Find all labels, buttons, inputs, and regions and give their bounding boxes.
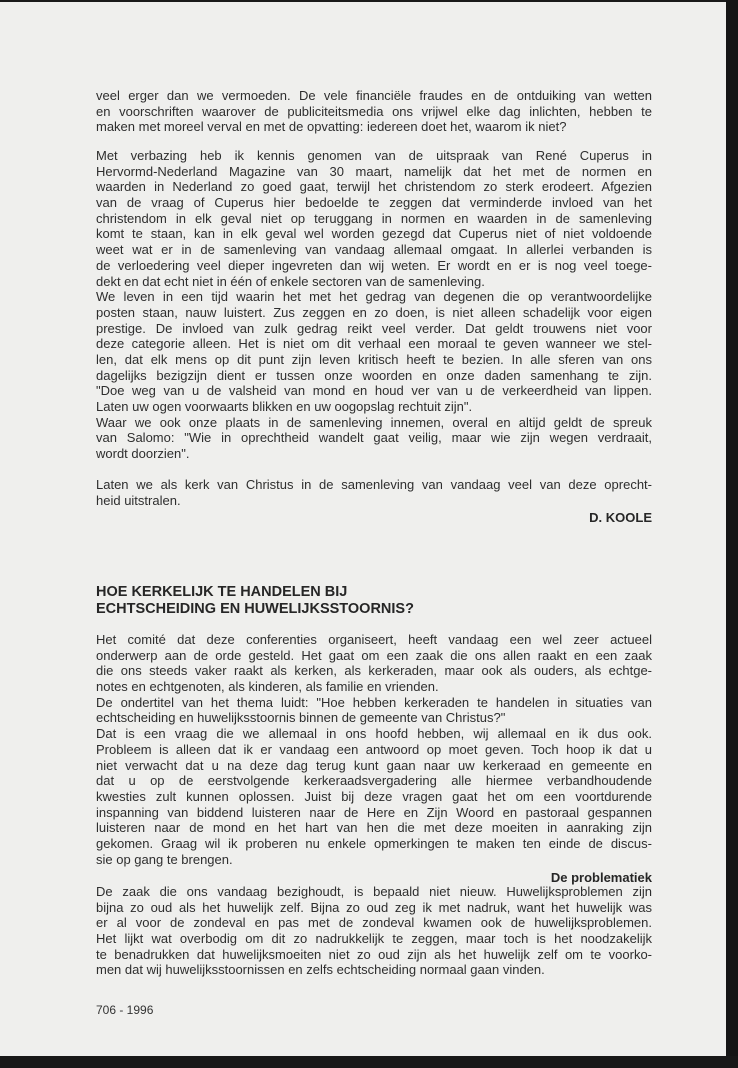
text-line: posten staan, nauw luistert. Zus zeggen en zo doen, is niet alleen schadelijk voor eigen: [96, 304, 652, 320]
text-line: Het lijkt wat overbodig om dit zo nadrukkelijk te zeggen, maar toch is het noodzakelijk: [96, 931, 652, 947]
paragraph-verbazing: [96, 148, 652, 462]
text-line: notes en echtgenoten, als kinderen, als familie en vrienden.: [96, 679, 439, 695]
text-line: Dat is een vraag die we allemaal in ons hoofd hebben, wij allemaal en ik dus ook.: [96, 726, 652, 742]
article-title-line-2: ECHTSCHEIDING EN HUWELIJKSSTOORNIS?: [96, 600, 414, 617]
text-line: Het comité dat deze conferenties organiseert, heeft vandaag een wel zeer actueel: [96, 632, 652, 647]
text-line: van de vraag of Cuperus hier bedoelde te zeggen dat verminderde invloed van het: [96, 195, 652, 211]
text-line: maken met moreel verval en met de opvatting: iedereen doet het, waarom ik niet?: [96, 119, 567, 135]
text-line: heid uitstralen.: [96, 492, 181, 508]
text-line: kwesties zult kunnen oplossen. Juist bij deze vragen gaat het om een voortdurende: [96, 788, 652, 804]
text-line: er al voor de zondeval en pas met de zondeval kwamen ook de huwelijksproblemen.: [96, 915, 652, 931]
text-line: van Salomo: "Wie in oprechtheid wandelt gaat veilig, maar wie zijn wegen verdraait,: [96, 430, 652, 446]
text-line: "Doe weg van u de valsheid van mond en houd ver van u de verkeerdheid van lippen.: [96, 383, 652, 399]
text-line: deze categorie alleen. Het is niet om dit verhaal een moraal te geven wanneer we stel-: [96, 336, 652, 352]
text-line: dekt en dat echt niet in één of enkele sectoren van de samenleving.: [96, 273, 485, 289]
paragraph-problematiek: [96, 884, 652, 978]
text-line: luisteren naar de mond en het hart van hen die met deze moeiten in aanraking zijn: [96, 820, 652, 836]
text-line: christendom in elk geval niet op teruggang in normen en waarden in de samenleving: [96, 210, 652, 226]
text-line: dat u op de eerstvolgende kerkeraadsvergadering alle hiermee verbandhoudende: [96, 773, 652, 789]
text-line: die ons steeds vaker raakt als kerken, als kerkeraden, maar ook als ouders, als echtge-: [96, 663, 652, 679]
text-line: veel erger dan we vermoeden. De vele financiële fraudes en de ontduiking van wetten: [96, 88, 652, 103]
text-line: wordt doorzien".: [96, 446, 190, 462]
text-line: men dat wij huwelijksstoornissen en zelfs echtscheiding normaal gaan vinden.: [96, 962, 545, 978]
text-line: bijna zo oud als het huwelijk zelf. Bijna zo oud zeg ik met nadruk, want het huwelijk was: [96, 899, 652, 915]
text-line: onderwerp aan de orde gesteld. Het gaat om een zaak die ons allen raakt en een zaak: [96, 647, 652, 663]
text-line: We leven in een tijd waarin het met het gedrag van degenen die op verantwoordelijke: [96, 289, 652, 305]
text-line: Laten we als kerk van Christus in de samenleving van vandaag veel van deze oprecht-: [96, 477, 652, 492]
text-line: De ondertitel van het thema luidt: "Hoe hebben kerkeraden te handelen in situaties van: [96, 694, 652, 710]
text-line: te benadrukken dat huwelijksmoeiten niet zo oud zijn als het huwelijk zelf om te voorko-: [96, 946, 652, 962]
text-line: en voorschriften waarover de publiciteitsmedia ons vrijwel elke dag inlichten, hebben te: [96, 103, 652, 119]
text-line: De zaak die ons vandaag bezighoudt, is bepaald niet nieuw. Huwelijksproblemen zijn: [96, 884, 652, 899]
author-signature: D. KOOLE: [589, 510, 652, 525]
text-line: inspanning van biddend luisteren naar de Here en Zijn Woord en pastoraal gespannen: [96, 804, 652, 820]
text-line: sie op gang te brengen.: [96, 851, 233, 867]
text-line: Waar we ook onze plaats in de samenleving innemen, overal en altijd geldt de spreuk: [96, 414, 652, 430]
text-line: Probleem is alleen dat ik er vandaag een antwoord op moet geven. Toch hoop ik dat u: [96, 741, 652, 757]
text-line: weet wat er in de samenleving van vandaag allemaal omgaat. In allerlei verbanden is: [96, 242, 652, 258]
paragraph-closing: [96, 477, 652, 508]
page-number: 706 - 1996: [96, 1003, 154, 1017]
article-title: [96, 584, 414, 617]
text-line: niet verwacht dat u na deze dag terug kunt gaan naar uw kerkeraad en gemeente en: [96, 757, 652, 773]
text-line: echtscheiding en huwelijksstoornis binnen de gemeente van Christus?": [96, 710, 506, 726]
subheading: De problematiek: [550, 870, 652, 885]
text-line: len, dat elk mens op dit punt zijn leven kritisch heeft te bezien. In alle sferen van ons: [96, 351, 652, 367]
text-line: Laten uw ogen voorwaarts blikken en uw oogopslag rechtuit zijn".: [96, 399, 473, 414]
paragraph-intro: [96, 88, 652, 135]
scan-edge-right: [726, 0, 738, 1068]
text-line: Met verbazing heb ik kennis genomen van de uitspraak van René Cuperus in: [96, 148, 652, 163]
text-line: prestige. De invloed van zulk gedrag reikt veel verder. Dat geldt trouwens niet voor: [96, 320, 652, 336]
scan-edge-bottom: [0, 1056, 738, 1068]
text-line: dagelijks bezigzijn dient er tussen onze woorden en onze daden samenhang te zijn.: [96, 367, 652, 383]
text-line: Hervormd-Nederland Magazine van 30 maart, namelijk dat het met de normen en: [96, 163, 652, 179]
paragraph-comite: [96, 632, 652, 867]
text-line: komt te staan, kan in elk geval wel worden gezegd dat Cuperus niet of niet voldoende: [96, 226, 652, 242]
text-line: de verloedering veel dieper ingevreten dan wij weten. Er wordt en er is nog veel toege-: [96, 257, 652, 273]
article-title-line-1: HOE KERKELIJK TE HANDELEN BIJ: [96, 584, 348, 600]
text-line: waarden in Nederland zo goed gaat, terwijl het christendom zo sterk erodeert. Afgezien: [96, 179, 652, 195]
text-line: gekomen. Graag wil ik proberen nu enkele opmerkingen te maken ten einde de discus-: [96, 835, 652, 851]
